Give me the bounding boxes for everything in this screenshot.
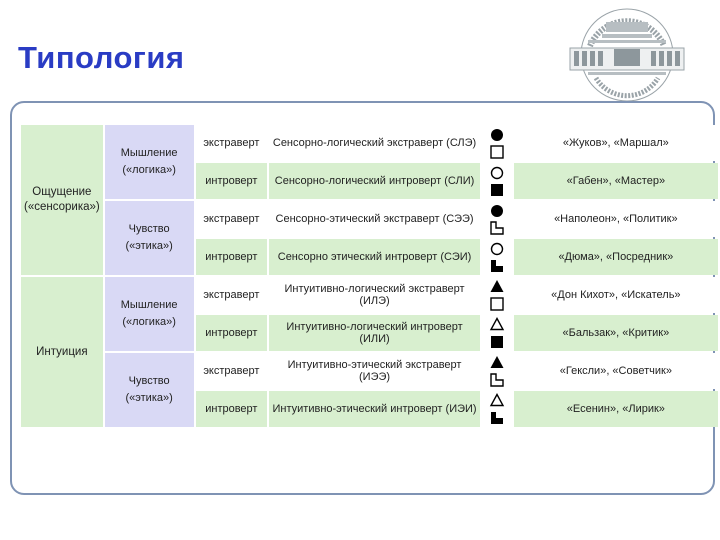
- table-row: [21, 353, 718, 389]
- nickname-cell: «Есенин», «Лирик»: [514, 391, 718, 427]
- university-logo: [566, 6, 688, 104]
- subgroup-cell: Мышление («логика»): [105, 125, 194, 199]
- circle-filled-icon: [491, 205, 503, 217]
- type-cell: Сенсорно-логический интроверт (СЛИ): [269, 163, 480, 199]
- direction-cell: экстраверт: [196, 277, 268, 313]
- type-cell: Интуитивно-этический интроверт (ИЭИ): [269, 391, 480, 427]
- square-filled-icon: [491, 336, 503, 348]
- triangle-filled-icon: [490, 280, 503, 292]
- square-outline-icon: [491, 298, 503, 310]
- symbol-cell: [482, 315, 512, 351]
- nickname-cell: «Наполеон», «Политик»: [514, 201, 718, 237]
- direction-cell: интроверт: [196, 315, 268, 351]
- circle-outline-icon: [491, 244, 502, 255]
- symbol-cell: [482, 163, 512, 199]
- function-cell: Ощущение («сенсорика»): [21, 125, 103, 275]
- type-cell: Интуитивно-логический интроверт (ИЛИ): [269, 315, 480, 351]
- page-title: Типология: [18, 40, 185, 75]
- symbol-cell: [482, 125, 512, 161]
- type-cell: Интуитивно-логический экстраверт (ИЛЭ): [269, 277, 480, 313]
- symbol-cell: [482, 277, 512, 313]
- nickname-cell: «Жуков», «Маршал»: [514, 125, 718, 161]
- symbol-cell: [482, 239, 512, 275]
- type-cell: Сенсорно этический интроверт (СЭИ): [269, 239, 480, 275]
- nickname-cell: «Габен», «Мастер»: [514, 163, 718, 199]
- type-cell: Сенсорно-этический экстраверт (СЭЭ): [269, 201, 480, 237]
- subgroup-cell: Чувство («этика»): [105, 353, 194, 427]
- triangle-filled-icon: [490, 356, 503, 368]
- triangle-outline-icon: [491, 319, 503, 330]
- step-filled-icon: [491, 412, 503, 424]
- square-outline-icon: [491, 146, 503, 158]
- subgroup-cell: Мышление («логика»): [105, 277, 194, 351]
- nickname-cell: «Гексли», «Советчик»: [514, 353, 718, 389]
- direction-cell: экстраверт: [196, 201, 268, 237]
- table-row: [21, 201, 718, 237]
- table-row: [21, 125, 718, 161]
- nickname-cell: «Дюма», «Посредник»: [514, 239, 718, 275]
- typology-table: [19, 123, 720, 429]
- symbol-cell: [482, 353, 512, 389]
- triangle-outline-icon: [491, 395, 503, 406]
- step-outline-icon: [491, 374, 503, 386]
- symbol-cell: [482, 391, 512, 427]
- table-row: [21, 277, 718, 313]
- function-cell: Интуиция: [21, 277, 103, 427]
- direction-cell: интроверт: [196, 391, 268, 427]
- circle-outline-icon: [491, 168, 502, 179]
- direction-cell: экстраверт: [196, 353, 268, 389]
- direction-cell: интроверт: [196, 163, 268, 199]
- step-filled-icon: [491, 260, 503, 272]
- direction-cell: экстраверт: [196, 125, 268, 161]
- type-cell: Интуитивно-этический экстраверт (ИЭЭ): [269, 353, 480, 389]
- square-filled-icon: [491, 184, 503, 196]
- nickname-cell: «Бальзак», «Критик»: [514, 315, 718, 351]
- type-cell: Сенсорно-логический экстраверт (СЛЭ): [269, 125, 480, 161]
- subgroup-cell: Чувство («этика»): [105, 201, 194, 275]
- circle-filled-icon: [491, 129, 503, 141]
- nickname-cell: «Дон Кихот», «Искатель»: [514, 277, 718, 313]
- step-outline-icon: [491, 222, 503, 234]
- symbol-cell: [482, 201, 512, 237]
- direction-cell: интроверт: [196, 239, 268, 275]
